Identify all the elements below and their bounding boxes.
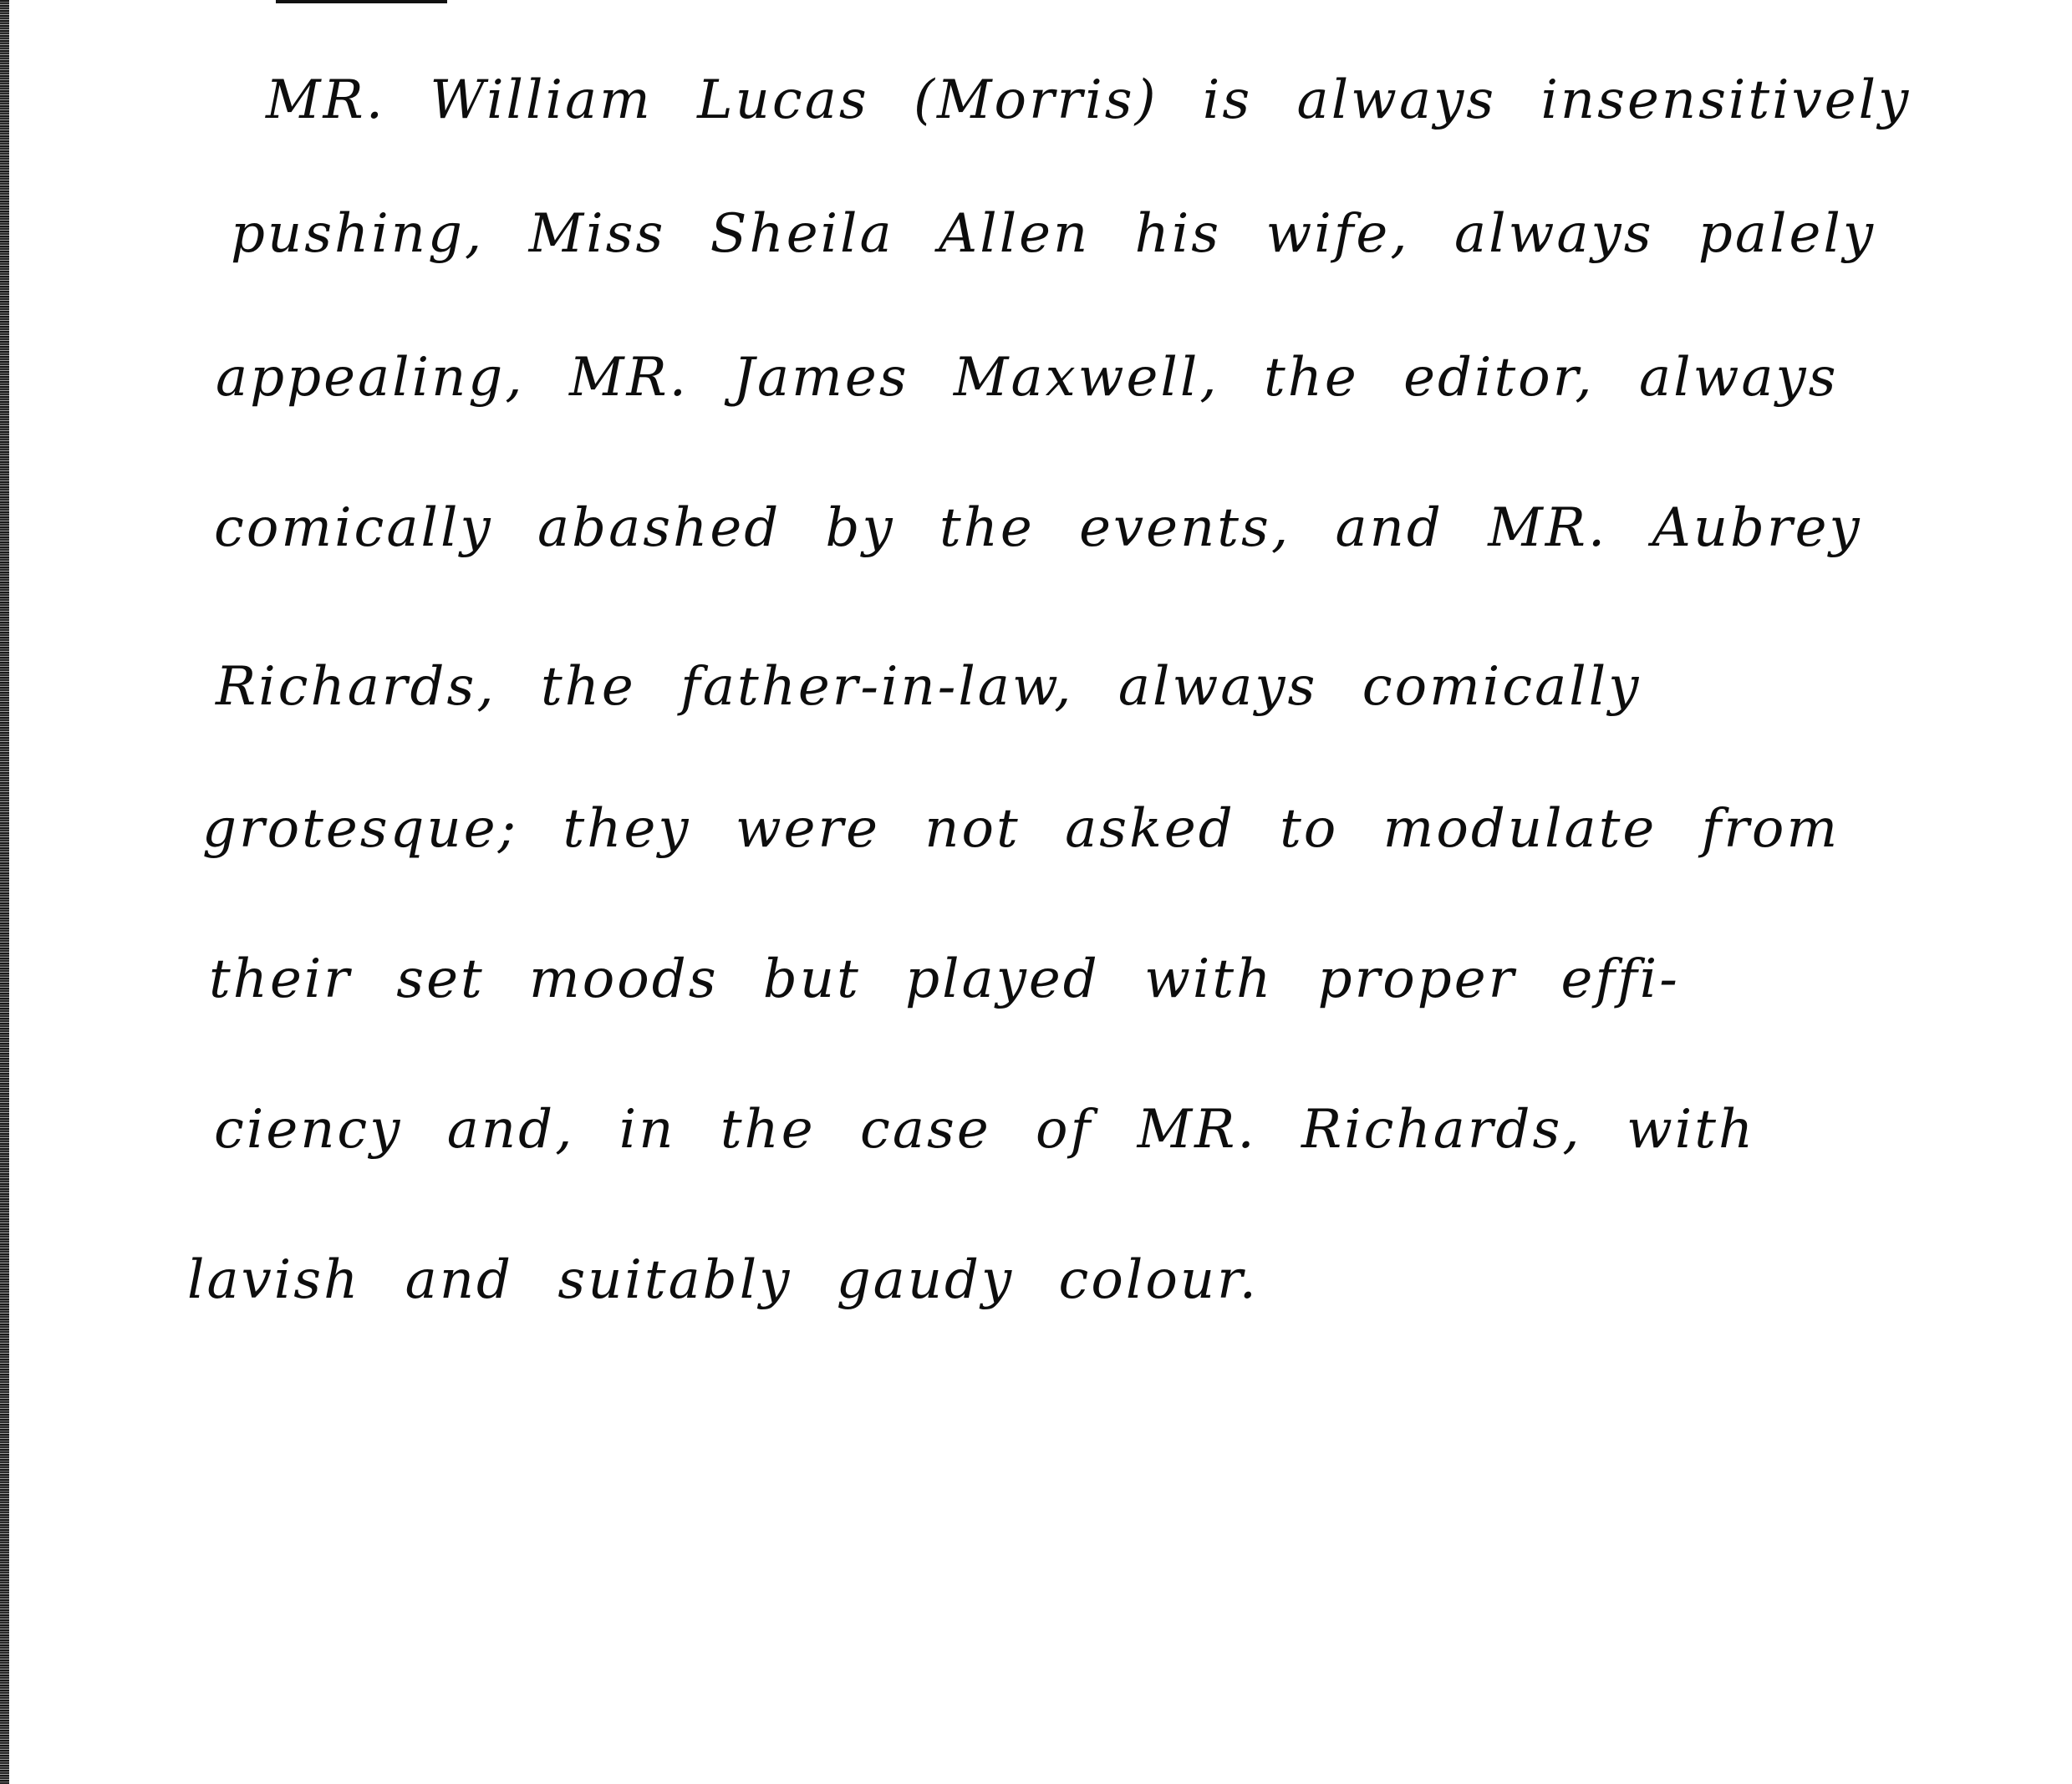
text-line: lavish and suitably gaudy colour. (187, 1249, 1259, 1311)
text-line: pushing, Miss Sheila Allen his wife, always palely (231, 203, 1876, 265)
text-line: MR. William Lucas (Morris) is always insensitively (266, 69, 1912, 131)
text-line: appealing, MR. James Maxwell, the editor, always (216, 347, 1839, 409)
text-line: ciency and, in the case of MR. Richards, with (214, 1099, 1756, 1161)
text-line: their set moods but played with proper effi- (209, 948, 1680, 1010)
text-line: grotesque; they were not asked to modulate from (202, 798, 1840, 860)
text-line: Richards, the father-in-law, always comically (216, 656, 1642, 718)
text-line: comically abashed by the events, and MR. Aubrey (214, 497, 1862, 559)
